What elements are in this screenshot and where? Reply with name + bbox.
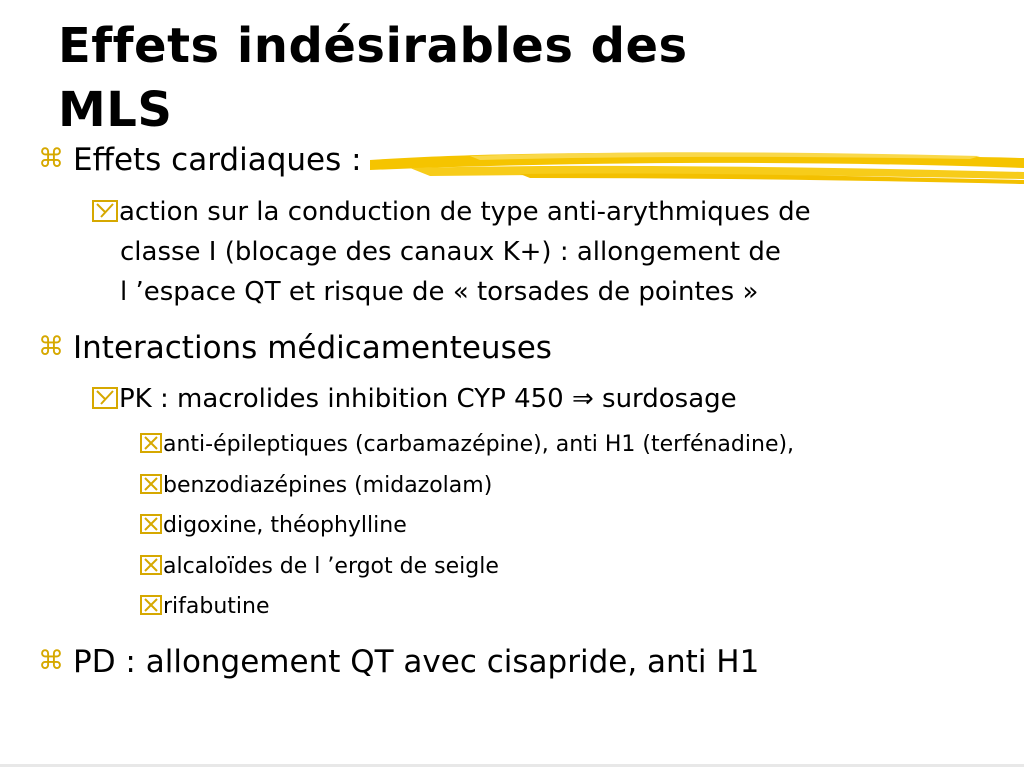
list-item-label: digoxine, théophylline [163,513,407,538]
list-item [38,140,362,179]
list-item [92,379,737,419]
list-item-label: alcaloïdes de l ’ergot de seigle [163,554,499,579]
slide-title-line1: Effets indésirables des [58,18,688,74]
list-item [140,552,499,582]
list-item [92,192,811,232]
command-icon: ⌘ [38,144,64,174]
bottom-divider [0,764,1024,767]
list-item-label: PD : allongement QT avec cisapride, anti H1 [73,644,760,680]
list-item [38,328,552,367]
list-item-label: action sur la conduction de type anti-arythmiques de [119,197,811,227]
list-item-continuation: l ’espace QT et risque de « torsades de pointes » [120,277,759,307]
close-box-icon [140,552,162,582]
close-box-icon [140,592,162,622]
slide-title [58,14,898,142]
list-item-label: rifabutine [163,594,270,619]
checkbox-checked-icon [92,192,118,232]
list-item-label: PK : macrolides inhibition CYP 450 ⇒ surdosage [119,384,737,414]
list-item-continuation: classe I (blocage des canaux K+) : allongement de [120,237,781,267]
close-box-icon [140,511,162,541]
list-item [140,430,794,460]
slide-title-line2: MLS [58,82,173,138]
list-item-label: anti-épileptiques (carbamazépine), anti H1 (terfénadine), [163,432,795,457]
command-icon: ⌘ [38,332,64,362]
list-item [38,642,759,681]
list-item [140,511,407,541]
close-box-icon [140,471,162,501]
checkbox-checked-icon [92,379,118,419]
command-icon: ⌘ [38,646,64,676]
list-item [140,471,492,501]
list-item-label: Interactions médicamenteuses [73,330,552,366]
list-item-label: benzodiazépines (midazolam) [163,473,493,498]
close-box-icon [140,430,162,460]
highlight-stroke-decoration [370,146,1024,188]
list-item [140,592,270,622]
list-item-label: Effets cardiaques : [73,142,362,178]
